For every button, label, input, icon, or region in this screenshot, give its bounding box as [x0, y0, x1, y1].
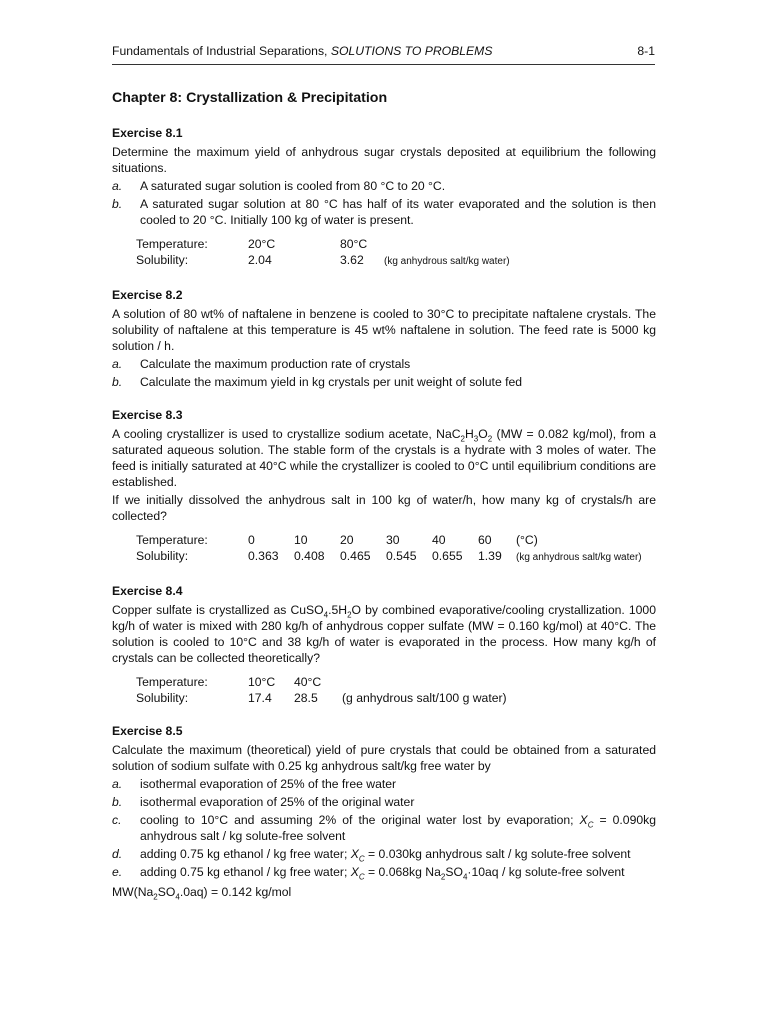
item-label: b. [112, 795, 123, 809]
item-text: Calculate the maximum production rate of crystals [140, 357, 411, 371]
exercise-title: Exercise 8.5 [112, 724, 183, 738]
list-item: c. cooling to 10°C and assuming 2% of the original water lost by evaporation; $X_C = 0.090kg$ anhydrous salt / kg solute-free solvent [112, 813, 657, 843]
exercise-intro: A cooling crystallizer is used to crystallize sodium acetate, $NaC_2H_3O_2$ (MW = 0.082 kg/mol), from a saturated aqueous solution. The stable form of the crystals is a hydrate with 3 moles of water. The feed is initially saturated at 40°C while the crystallizer is cooled to 0°C until equilibrium conditions are established. [112, 427, 656, 489]
solubility-table [136, 236, 518, 270]
item-label: b. [112, 375, 123, 389]
exercise-title: Exercise 8.1 [112, 126, 183, 140]
item-label: a. [112, 777, 123, 791]
exercise-8-3 [112, 408, 656, 566]
table-cell: 40 [432, 533, 446, 547]
solubility-label: Solubility: [136, 549, 189, 563]
list-item [112, 356, 656, 372]
table-cell: 0.408 [294, 549, 325, 563]
table-cell: 40°C [294, 675, 322, 689]
table-cell: 30 [386, 533, 400, 547]
item-text: A saturated sugar solution is cooled from 80 °C to 20 °C. [140, 179, 446, 193]
exercise-8-5 [112, 724, 656, 900]
table-cell: 0.655 [432, 549, 463, 563]
list-item [112, 794, 656, 810]
exercise-intro: A solution of 80 wt% of naftalene in benzene is cooled to 30°C to precipitate naftalene crystals. The solubility of naftalene at this temperature is 45 wt% naftalene in solution. The feed rate is 5000 kg solution / h. [112, 307, 656, 353]
exercise-title: Exercise 8.3 [112, 408, 183, 422]
list-item [112, 196, 656, 228]
table-cell: 20 [340, 533, 354, 547]
table-cell: 2.04 [248, 253, 272, 267]
table-cell: 17.4 [248, 691, 272, 705]
temperature-label: Temperature: [136, 237, 208, 251]
exercise-title: Exercise 8.4 [112, 584, 183, 598]
table-cell: 60 [478, 533, 492, 547]
unit-label: (°C) [516, 533, 538, 547]
solubility-table [136, 532, 650, 566]
table-cell: 10°C [248, 675, 276, 689]
header-subtitle: SOLUTIONS TO PROBLEMS [330, 44, 493, 58]
exercise-8-4 [112, 584, 656, 706]
table-cell: 28.5 [294, 691, 318, 705]
item-label: c. [112, 813, 122, 827]
list-item [112, 374, 656, 390]
item-label: b. [112, 197, 123, 211]
running-header [112, 44, 655, 58]
header-book-title: Fundamentals of Industrial Separations, [112, 44, 331, 58]
exercise-8-1 [112, 126, 656, 270]
item-label: e. [112, 865, 123, 879]
list-item: d. adding 0.75 kg ethanol / kg free water; $X_C = 0.030kg$ anhydrous salt / kg solute-free solvent [112, 847, 631, 864]
unit-label: (kg anhydrous salt/kg water) [516, 552, 642, 563]
list-item: e. adding 0.75 kg ethanol / kg free water; $X_C = 0.068kg$ $Na_2SO_4\cdot 10aq$ / kg solute-free solvent [112, 865, 625, 882]
exercise-intro: Calculate the maximum (theoretical) yield of pure crystals that could be obtained from a saturated solution of sodium sulfate with 0.25 kg anhydrous salt/kg free water by [112, 743, 656, 773]
item-text: isothermal evaporation of 25% of the free water [140, 777, 397, 791]
table-cell: 3.62 [340, 253, 364, 267]
solubility-label: Solubility: [136, 691, 189, 705]
table-cell: 0.465 [340, 549, 371, 563]
item-label: a. [112, 357, 123, 371]
header-rule [112, 64, 655, 65]
list-item [112, 178, 656, 194]
table-cell: 1.39 [478, 549, 502, 563]
chapter-title: Chapter 8: Crystallization & Precipitation [112, 90, 388, 106]
exercise-question: If we initially dissolved the anhydrous salt in 100 kg of water/h, how many kg of crystals/h are collected? [112, 493, 656, 523]
table-cell: 0.545 [386, 549, 417, 563]
unit-label: (kg anhydrous salt/kg water) [384, 256, 510, 267]
table-cell: 80°C [340, 237, 368, 251]
table-cell: 20°C [248, 237, 276, 251]
item-label: d. [112, 847, 123, 861]
item-label: a. [112, 179, 123, 193]
page-body [112, 90, 656, 918]
solubility-label: Solubility: [136, 253, 189, 267]
page-number: 8-1 [637, 44, 655, 58]
exercise-title: Exercise 8.2 [112, 288, 183, 302]
molecular-weight-note: $MW(Na_2SO_4.0aq) = 0.142$ kg/mol [112, 885, 292, 902]
item-text: Calculate the maximum yield in kg crystals per unit weight of solute fed [140, 375, 523, 389]
solubility-table [136, 674, 515, 706]
temperature-label: Temperature: [136, 533, 208, 547]
item-text: A saturated sugar solution at 80 °C has half of its water evaporated and the solution is then cooled to 20 °C. Initially 100 kg of water is present. [140, 197, 656, 227]
list-item [112, 776, 656, 792]
exercise-8-2 [112, 288, 656, 390]
item-text: isothermal evaporation of 25% of the original water [140, 795, 415, 809]
table-cell: 0.363 [248, 549, 279, 563]
exercise-intro: Determine the maximum yield of anhydrous sugar crystals deposited at equilibrium the following situations. [112, 145, 656, 175]
unit-label: (g anhydrous salt/100 g water) [342, 691, 507, 705]
temperature-label: Temperature: [136, 675, 208, 689]
table-cell: 10 [294, 533, 308, 547]
exercise-intro: Copper sulfate is crystallized as $CuSO_4.5H_2O$ by combined evaporative/cooling crystallization. 1000 kg/h of water is mixed with 280 kg/h of anhydrous copper sulfate (MW = 0.160 kg/mol) at 40°C. The solution is cooled to 10°C and 38 kg/h of water is evaporated in the process. How many kg/h of crystals can be collected theoretically? [112, 603, 656, 665]
table-cell: 0 [248, 533, 255, 547]
